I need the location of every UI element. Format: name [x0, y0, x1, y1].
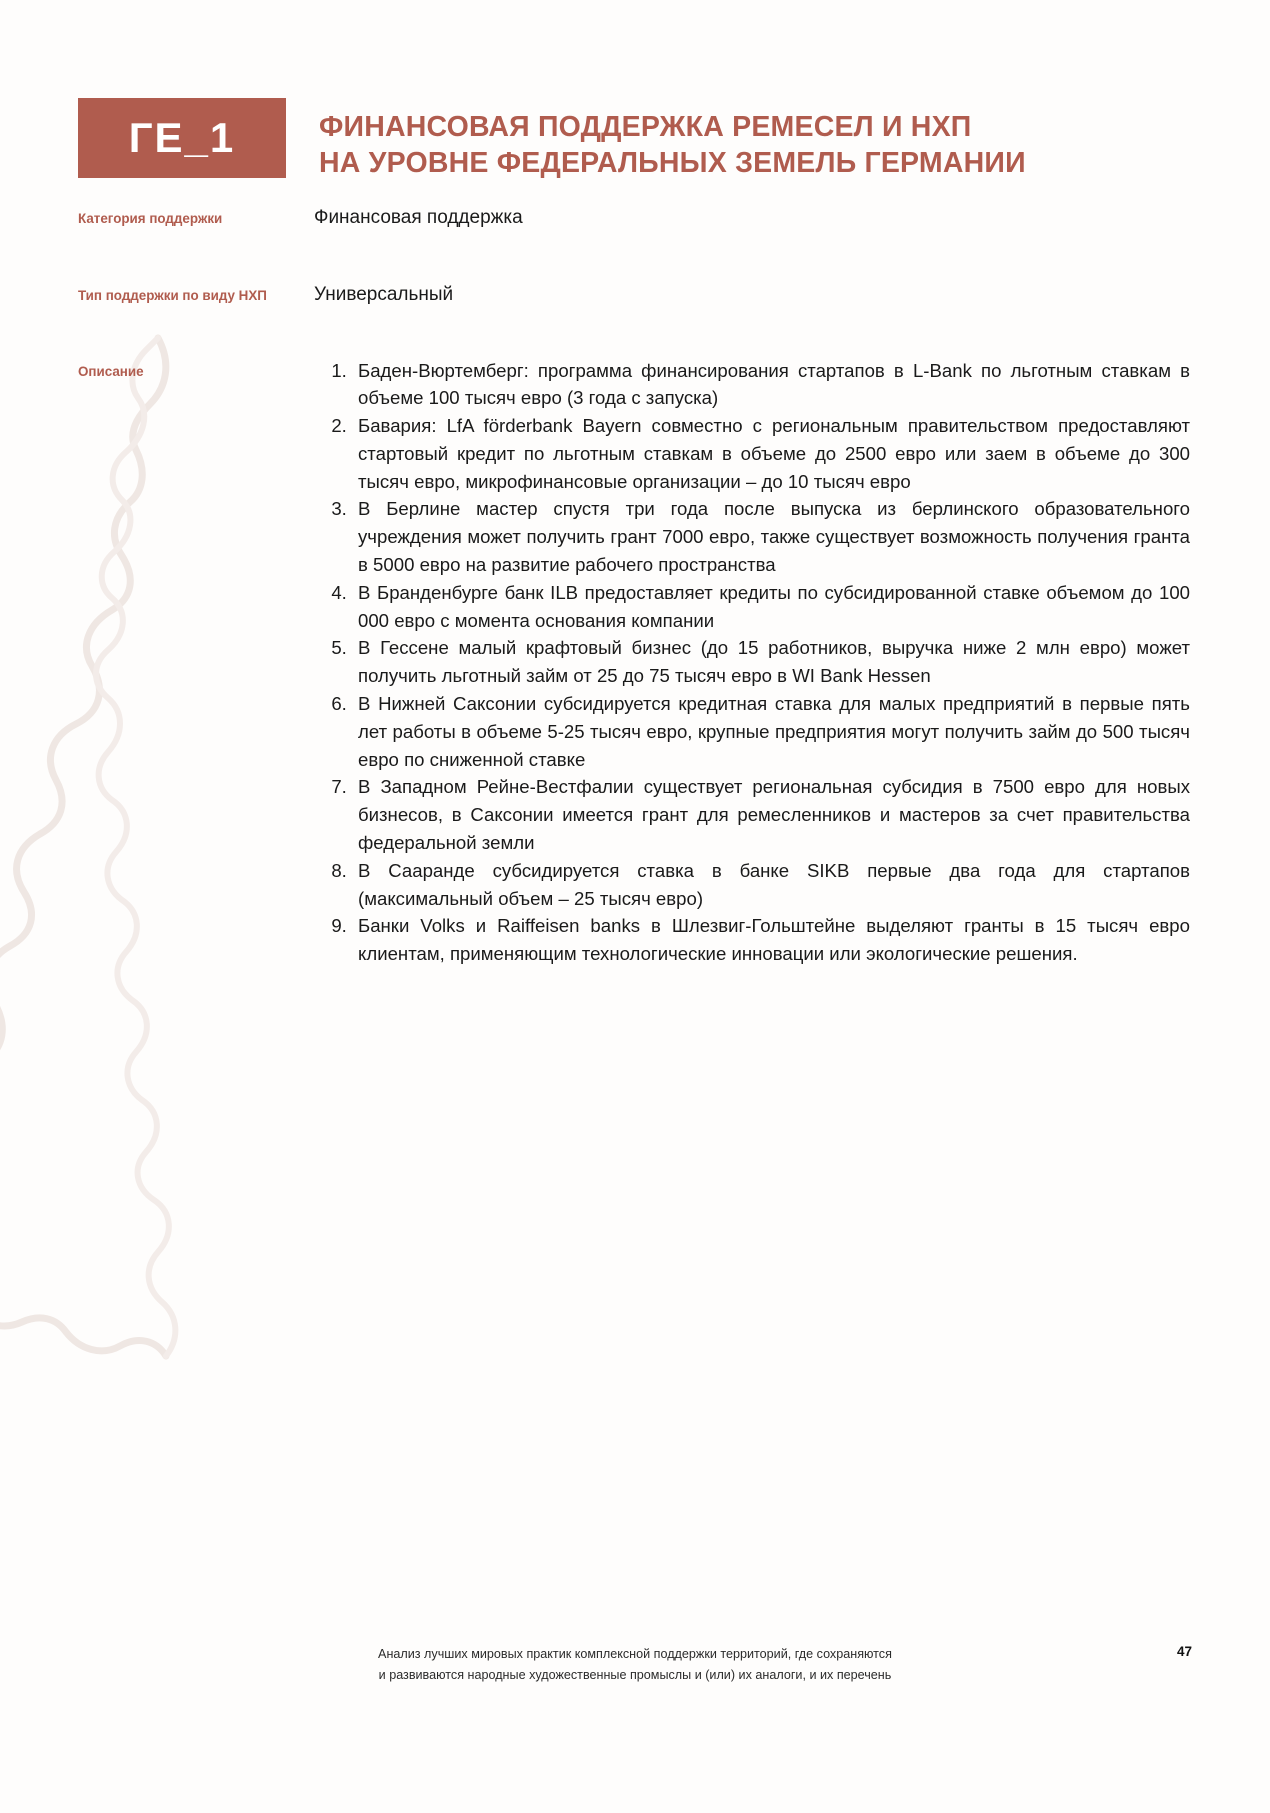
field-label-support-type: Тип поддержки по виду НХП — [78, 287, 267, 303]
list-item: 1. Баден-Вюртемберг: программа финансирования стартапов в L-Bank по льготным ставкам в объеме 100 тысяч евро (3 года с запуска) — [352, 357, 1190, 413]
section-code-label: ГЕ_1 — [128, 114, 236, 161]
list-item: 9. Банки Volks и Raiffeisen banks в Шлезвиг-Гольштейне выделяют гранты в 15 тысяч евро клиентам, применяющим технологические инновации или экологические решения. — [352, 912, 1190, 968]
list-item: 3. В Берлине мастер спустя три года после выпуска из берлинского образовательного учреждения может получить грант 7000 евро, также существует возможность получения гранта в 5000 евро на развитие рабочего пространства — [352, 495, 1190, 578]
field-value-category: Финансовая поддержка — [314, 207, 523, 228]
section-code-badge — [78, 98, 286, 178]
page-header — [78, 98, 1188, 182]
page-title-line-1: ФИНАНСОВАЯ ПОДДЕРЖКА РЕМЕСЕЛ И НХП — [319, 111, 972, 143]
footer-caption-line-1: Анализ лучших мировых практик комплексной поддержки территорий, где сохраняются — [378, 1647, 892, 1662]
field-row-category — [78, 206, 1190, 230]
fields-section — [78, 206, 1190, 968]
list-item: 5. В Гессене малый крафтовый бизнес (до 15 работников, выручка ниже 2 млн евро) может получить льготный займ от 25 до 75 тысяч евро в WI Bank Hessen — [352, 634, 1190, 690]
list-item: 6. В Нижней Саксонии субсидируется кредитная ставка для малых предприятий в первые пять лет работы в объеме 5-25 тысяч евро, крупные предприятия могут получить займ до 500 тысяч евро по сниженной ставке — [352, 690, 1190, 773]
footer-caption — [378, 1644, 892, 1685]
field-label-description: Описание — [78, 363, 144, 379]
page-title — [319, 98, 1026, 182]
field-label-category: Категория поддержки — [78, 211, 223, 226]
list-item: 4. В Бранденбурге банк ILB предоставляет кредиты по субсидированной ставке объемом до 100 000 евро с момента основания компании — [352, 579, 1190, 635]
page-title-line-2: НА УРОВНЕ ФЕДЕРАЛЬНЫХ ЗЕМЕЛЬ ГЕРМАНИИ — [319, 146, 1026, 179]
list-item: 2. Бавария: LfA förderbank Bayern совместно с региональным правительством предоставляют стартовый кредит по льготным ставкам в объеме до 2500 евро или заем в объеме до 300 тысяч евро, микрофинансовые организации – до 10 тысяч евро — [352, 412, 1190, 495]
field-value-support-type: Универсальный — [314, 283, 454, 305]
field-spacer-2 — [78, 307, 1190, 357]
field-row-description — [78, 357, 1190, 969]
page-number: 47 — [1176, 1644, 1192, 1660]
field-spacer-1 — [78, 230, 1190, 283]
list-item: 7. В Западном Рейне-Вестфалии существует региональная субсидия в 7500 евро для новых бизнесов, в Саксонии имеется грант для ремесленников и мастеров за счет правительства федеральной земли — [352, 773, 1190, 856]
description-list — [314, 357, 1190, 969]
page-footer — [78, 1644, 1192, 1685]
field-row-support-type — [78, 283, 1190, 307]
list-item: 8. В Сааранде субсидируется ставка в банке SIKB первые два года для стартапов (максимальный объем – 25 тысяч евро) — [352, 857, 1190, 913]
footer-caption-line-2: и развиваются народные художественные промыслы и (или) их аналоги, и их перечень — [378, 1667, 892, 1682]
